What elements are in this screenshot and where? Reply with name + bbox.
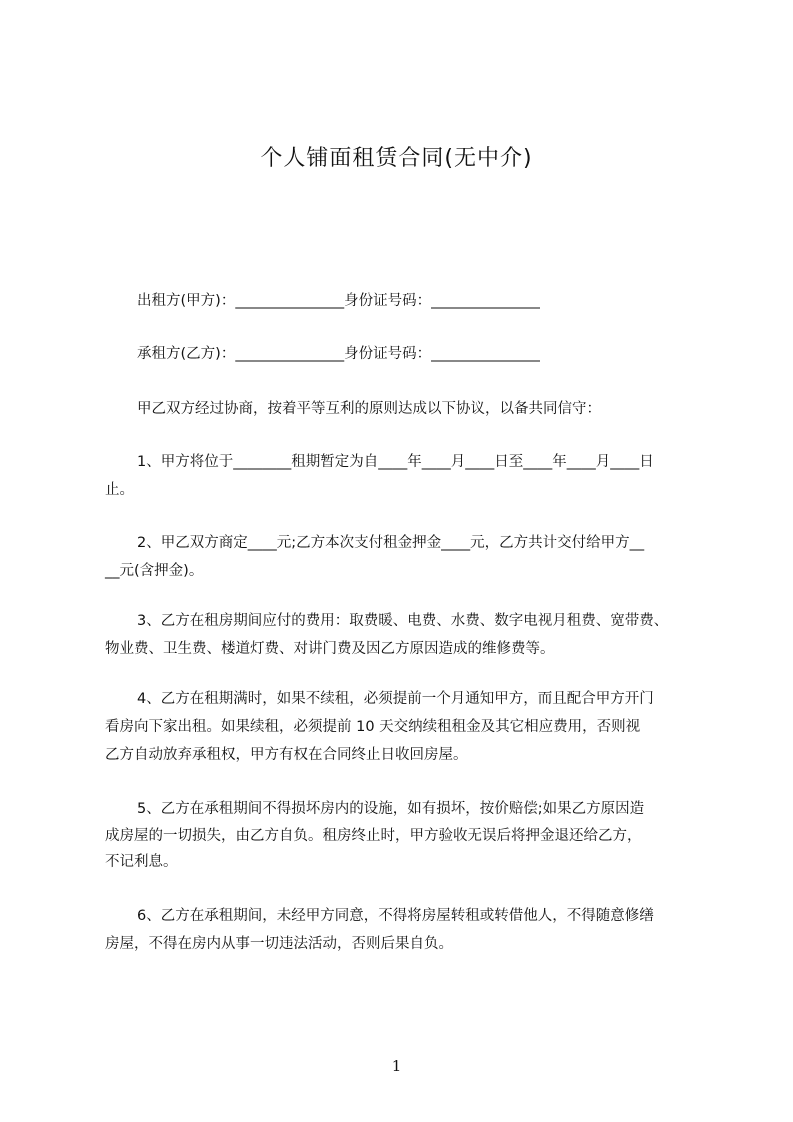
clause-4-line-2: 看房向下家出租。如果续租，必须提前 10 天交纳续租租金及其它相应费用，否则视 [105, 719, 641, 735]
page-number: 1 [391, 1057, 402, 1075]
clause-5-line-1: 5、乙方在承租期间不得损坏房内的设施，如有损坏，按价赔偿;如果乙方原因造 [137, 801, 645, 817]
clause-4-line-3: 乙方自动放弃承租权，甲方有权在合同终止日收回房屋。 [105, 747, 468, 763]
clause-1-line-1: 1、甲方将位于________租期暂定为自____年____月____日至____年____月____日 [137, 454, 654, 470]
clause-3-line-2: 物业费、卫生费、楼道灯费、对讲门费及因乙方原因造成的维修费等。 [105, 641, 555, 657]
lessor-line: 出租方(甲方)：_______________身份证号码：_______________ [137, 293, 540, 309]
document-title: 个人铺面租赁合同(无中介) [260, 146, 533, 171]
clause-6-line-1: 6、乙方在承租期间，未经甲方同意，不得将房屋转租或转借他人，不得随意修缮 [137, 908, 654, 924]
lessee-line: 承租方(乙方)：_______________身份证号码：_______________ [137, 346, 540, 362]
preamble-line: 甲乙双方经过协商，按着平等互利的原则达成以下协议，以备共同信守： [137, 401, 601, 417]
clause-4-line-1: 4、乙方在租期满时，如果不续租，必须提前一个月通知甲方，而且配合甲方开门 [137, 691, 654, 707]
clause-5-line-3: 不记利息。 [105, 854, 178, 870]
clause-3-line-1: 3、乙方在租房期间应付的费用：取费暖、电费、水费、数字电视月租费、宽带费、 [137, 613, 669, 629]
clause-2-line-2: __元(含押金)。 [105, 563, 204, 579]
clause-2-line-1: 2、甲乙双方商定____元;乙方本次支付租金押金____元，乙方共计交付给甲方__ [137, 535, 645, 551]
clause-6-line-2: 房屋，不得在房内从事一切违法活动，否则后果自负。 [105, 936, 453, 952]
clause-1-line-2: 止。 [105, 482, 134, 498]
clause-5-line-2: 成房屋的一切损失，由乙方自负。租房终止时，甲方验收无误后将押金退还给乙方， [105, 828, 642, 844]
